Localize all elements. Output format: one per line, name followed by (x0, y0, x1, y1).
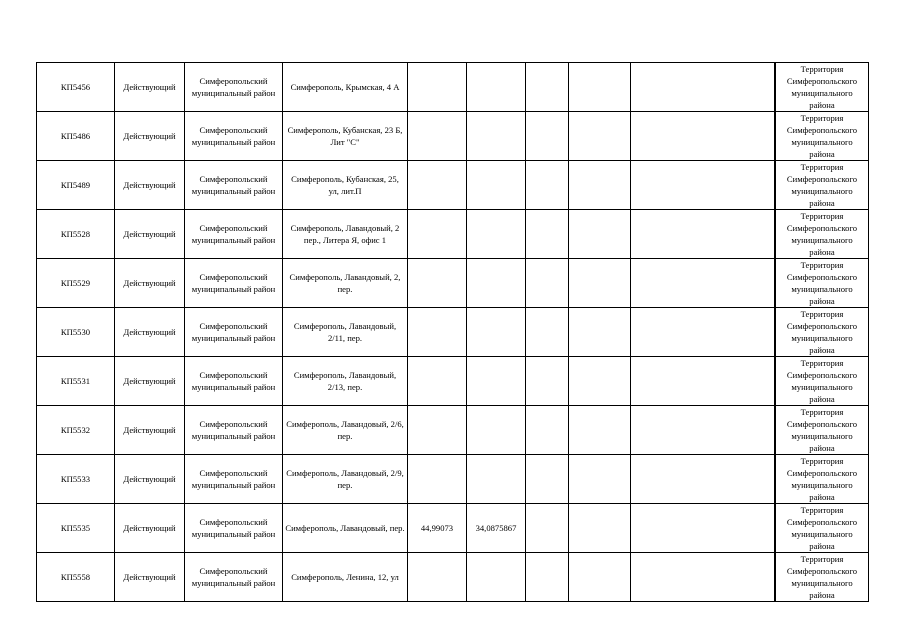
cell-territory: Территория Симферопольского муниципального района (776, 210, 869, 259)
table-row (37, 112, 869, 161)
cell-status: Действующий (115, 357, 185, 406)
cell-empty (631, 210, 775, 259)
cell-empty (569, 161, 631, 210)
cell-status: Действующий (115, 210, 185, 259)
table-row (37, 63, 869, 112)
cell-code: КП5533 (37, 455, 115, 504)
cell-longitude: 34,0875867 (467, 504, 526, 553)
cell-empty (569, 553, 631, 602)
cell-status: Действующий (115, 504, 185, 553)
cell-empty (526, 504, 569, 553)
cell-status: Действующий (115, 455, 185, 504)
cell-district: Симферопольский муниципальный район (185, 210, 283, 259)
cell-district: Симферопольский муниципальный район (185, 504, 283, 553)
cell-territory: Территория Симферопольского муниципального района (776, 553, 869, 602)
cell-longitude (467, 308, 526, 357)
table-row (37, 455, 869, 504)
table-row (37, 308, 869, 357)
cell-territory: Территория Симферопольского муниципального района (776, 406, 869, 455)
cell-empty (631, 553, 775, 602)
cell-status: Действующий (115, 112, 185, 161)
cell-district: Симферопольский муниципальный район (185, 357, 283, 406)
cell-empty (526, 112, 569, 161)
cell-longitude (467, 161, 526, 210)
cell-empty (631, 308, 775, 357)
cell-code: КП5456 (37, 63, 115, 112)
cell-district: Симферопольский муниципальный район (185, 63, 283, 112)
cell-latitude (408, 63, 467, 112)
cell-empty (631, 161, 775, 210)
cell-latitude (408, 161, 467, 210)
cell-empty (526, 406, 569, 455)
cell-code: КП5531 (37, 357, 115, 406)
cell-latitude (408, 112, 467, 161)
cell-status: Действующий (115, 308, 185, 357)
cell-territory: Территория Симферопольского муниципального района (776, 455, 869, 504)
cell-empty (526, 455, 569, 504)
cell-empty (631, 63, 775, 112)
cell-code: КП5558 (37, 553, 115, 602)
cell-empty (526, 63, 569, 112)
cell-latitude (408, 406, 467, 455)
cell-longitude (467, 63, 526, 112)
cell-empty (631, 357, 775, 406)
cell-code: КП5486 (37, 112, 115, 161)
cell-empty (631, 259, 775, 308)
table-row (37, 259, 869, 308)
cell-code: КП5489 (37, 161, 115, 210)
cell-address: Симферополь, Лавандовый, 2 пер., Литера Я, офис 1 (283, 210, 408, 259)
cell-empty (569, 308, 631, 357)
cell-latitude (408, 357, 467, 406)
cell-district: Симферопольский муниципальный район (185, 112, 283, 161)
cell-address: Симферополь, Кубанская, 25, ул, лит.П (283, 161, 408, 210)
cell-longitude (467, 357, 526, 406)
cell-district: Симферопольский муниципальный район (185, 406, 283, 455)
cell-longitude (467, 455, 526, 504)
cell-address: Симферополь, Лавандовый, 2, пер. (283, 259, 408, 308)
cell-empty (569, 210, 631, 259)
registry-table (36, 62, 869, 602)
cell-empty (631, 455, 775, 504)
cell-address: Симферополь, Ленина, 12, ул (283, 553, 408, 602)
cell-address: Симферополь, Лавандовый, пер. (283, 504, 408, 553)
cell-address: Симферополь, Лавандовый, 2/9, пер. (283, 455, 408, 504)
cell-latitude (408, 210, 467, 259)
cell-empty (526, 210, 569, 259)
cell-empty (569, 63, 631, 112)
cell-status: Действующий (115, 161, 185, 210)
cell-empty (631, 112, 775, 161)
cell-address: Симферополь, Лавандовый, 2/13, пер. (283, 357, 408, 406)
cell-status: Действующий (115, 63, 185, 112)
cell-latitude (408, 259, 467, 308)
table-row (37, 161, 869, 210)
table-body (37, 63, 869, 602)
table-row (37, 210, 869, 259)
cell-empty (569, 259, 631, 308)
cell-address: Симферополь, Лавандовый, 2/11, пер. (283, 308, 408, 357)
cell-status: Действующий (115, 406, 185, 455)
cell-district: Симферопольский муниципальный район (185, 455, 283, 504)
cell-empty (526, 161, 569, 210)
cell-empty (569, 406, 631, 455)
cell-empty (569, 455, 631, 504)
cell-status: Действующий (115, 259, 185, 308)
cell-code: КП5528 (37, 210, 115, 259)
cell-address: Симферополь, Лавандовый, 2/6, пер. (283, 406, 408, 455)
cell-empty (631, 504, 775, 553)
cell-empty (526, 357, 569, 406)
cell-district: Симферопольский муниципальный район (185, 259, 283, 308)
cell-code: КП5535 (37, 504, 115, 553)
cell-longitude (467, 210, 526, 259)
cell-empty (569, 357, 631, 406)
cell-code: КП5532 (37, 406, 115, 455)
cell-empty (569, 504, 631, 553)
cell-district: Симферопольский муниципальный район (185, 161, 283, 210)
cell-territory: Территория Симферопольского муниципального района (776, 357, 869, 406)
cell-longitude (467, 112, 526, 161)
cell-empty (526, 259, 569, 308)
cell-territory: Территория Симферопольского муниципального района (776, 112, 869, 161)
cell-code: КП5530 (37, 308, 115, 357)
cell-territory: Территория Симферопольского муниципального района (776, 161, 869, 210)
table-row (37, 553, 869, 602)
cell-territory: Территория Симферопольского муниципального района (776, 308, 869, 357)
cell-latitude: 44,99073 (408, 504, 467, 553)
cell-longitude (467, 553, 526, 602)
cell-district: Симферопольский муниципальный район (185, 553, 283, 602)
cell-empty (526, 553, 569, 602)
cell-code: КП5529 (37, 259, 115, 308)
cell-longitude (467, 406, 526, 455)
table-row (37, 504, 869, 553)
cell-territory: Территория Симферопольского муниципального района (776, 259, 869, 308)
cell-address: Симферополь, Крымская, 4 А (283, 63, 408, 112)
table-row (37, 357, 869, 406)
cell-latitude (408, 553, 467, 602)
cell-territory: Территория Симферопольского муниципального района (776, 63, 869, 112)
cell-district: Симферопольский муниципальный район (185, 308, 283, 357)
table-row (37, 406, 869, 455)
cell-empty (569, 112, 631, 161)
cell-address: Симферополь, Кубанская, 23 Б, Лит "С" (283, 112, 408, 161)
cell-empty (631, 406, 775, 455)
cell-status: Действующий (115, 553, 185, 602)
cell-latitude (408, 455, 467, 504)
cell-longitude (467, 259, 526, 308)
cell-empty (526, 308, 569, 357)
cell-latitude (408, 308, 467, 357)
cell-territory: Территория Симферопольского муниципального района (776, 504, 869, 553)
